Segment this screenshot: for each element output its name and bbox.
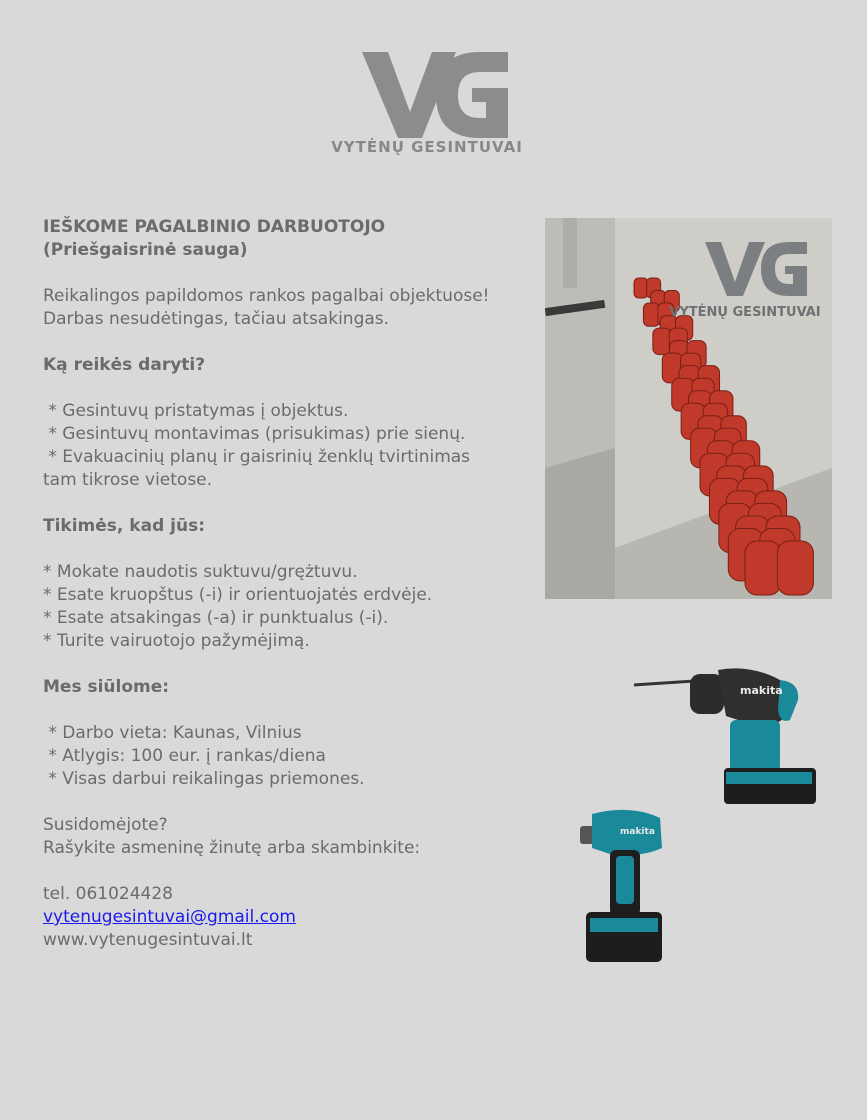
offer-item: * Visas darbui reikalingas priemones.: [43, 769, 365, 789]
offer-item: * Atlygis: 100 eur. į rankas/diena: [43, 746, 326, 766]
expectation-item: * Esate kruopštus (-i) ir orientuojatės erdvėje.: [43, 585, 433, 605]
extinguisher-shape: [745, 541, 781, 595]
email-link[interactable]: vytenugesintuvai@gmail.com: [43, 907, 296, 927]
expectation-item: * Turite vairuotojo pažymėjimą.: [43, 631, 310, 651]
expectation-item: * Esate atsakingas (-a) ir punktualus (-i).: [43, 608, 389, 628]
logo-brand-text: VYTĖNŲ GESINTUVAI: [331, 138, 523, 156]
duty-item: * Gesintuvų montavimas (prisukimas) prie sienų.: [43, 424, 466, 444]
extinguishers-photo: [545, 218, 832, 599]
extinguisher-shape: [643, 303, 659, 326]
rotary-hammer-icon: [630, 660, 825, 810]
offer-heading: Mes siūlome:: [43, 677, 170, 697]
intro-line: Reikalingos papildomos rankos pagalbai objektuose!: [43, 286, 490, 306]
website-text: www.vytenugesintuvai.lt: [43, 930, 253, 950]
intro-line: Darbas nesudėtingas, tačiau atsakingas.: [43, 309, 390, 329]
posting-title: IEŠKOME PAGALBINIO DARBUOTOJO: [43, 217, 386, 237]
job-posting: [43, 216, 533, 952]
duty-item: tam tikrose vietose.: [43, 470, 213, 490]
offer-item: * Darbo vieta: Kaunas, Vilnius: [43, 723, 302, 743]
duties-heading: Ką reikės daryti?: [43, 355, 206, 375]
extinguisher-shape: [653, 328, 671, 354]
duty-item: * Gesintuvų pristatymas į objektus.: [43, 401, 349, 421]
cta-line: Rašykite asmeninę žinutę arba skambinkite:: [43, 838, 421, 858]
photo-logo-text: VYTĖNŲ GESINTUVAI: [669, 305, 821, 320]
expectations-heading: Tikimės, kad jūs:: [43, 516, 206, 536]
extinguisher-shape: [634, 278, 648, 298]
posting-subtitle: (Priešgaisrinė sauga): [43, 240, 248, 260]
phone-number: tel. 061024428: [43, 884, 173, 904]
extinguishers-illustration: [545, 218, 832, 599]
expectation-item: * Mokate naudotis suktuvu/grężtuvu.: [43, 562, 358, 582]
tool-brand-label: makita: [740, 684, 783, 697]
tool-brand-label: makita: [620, 827, 655, 837]
duty-item: * Evakuacinių planų ir gaisrinių ženklų tvirtinimas: [43, 447, 471, 467]
extinguisher-shape: [777, 541, 813, 595]
drill-driver-icon: [580, 800, 670, 970]
cta-line: Susidomėjote?: [43, 815, 168, 835]
